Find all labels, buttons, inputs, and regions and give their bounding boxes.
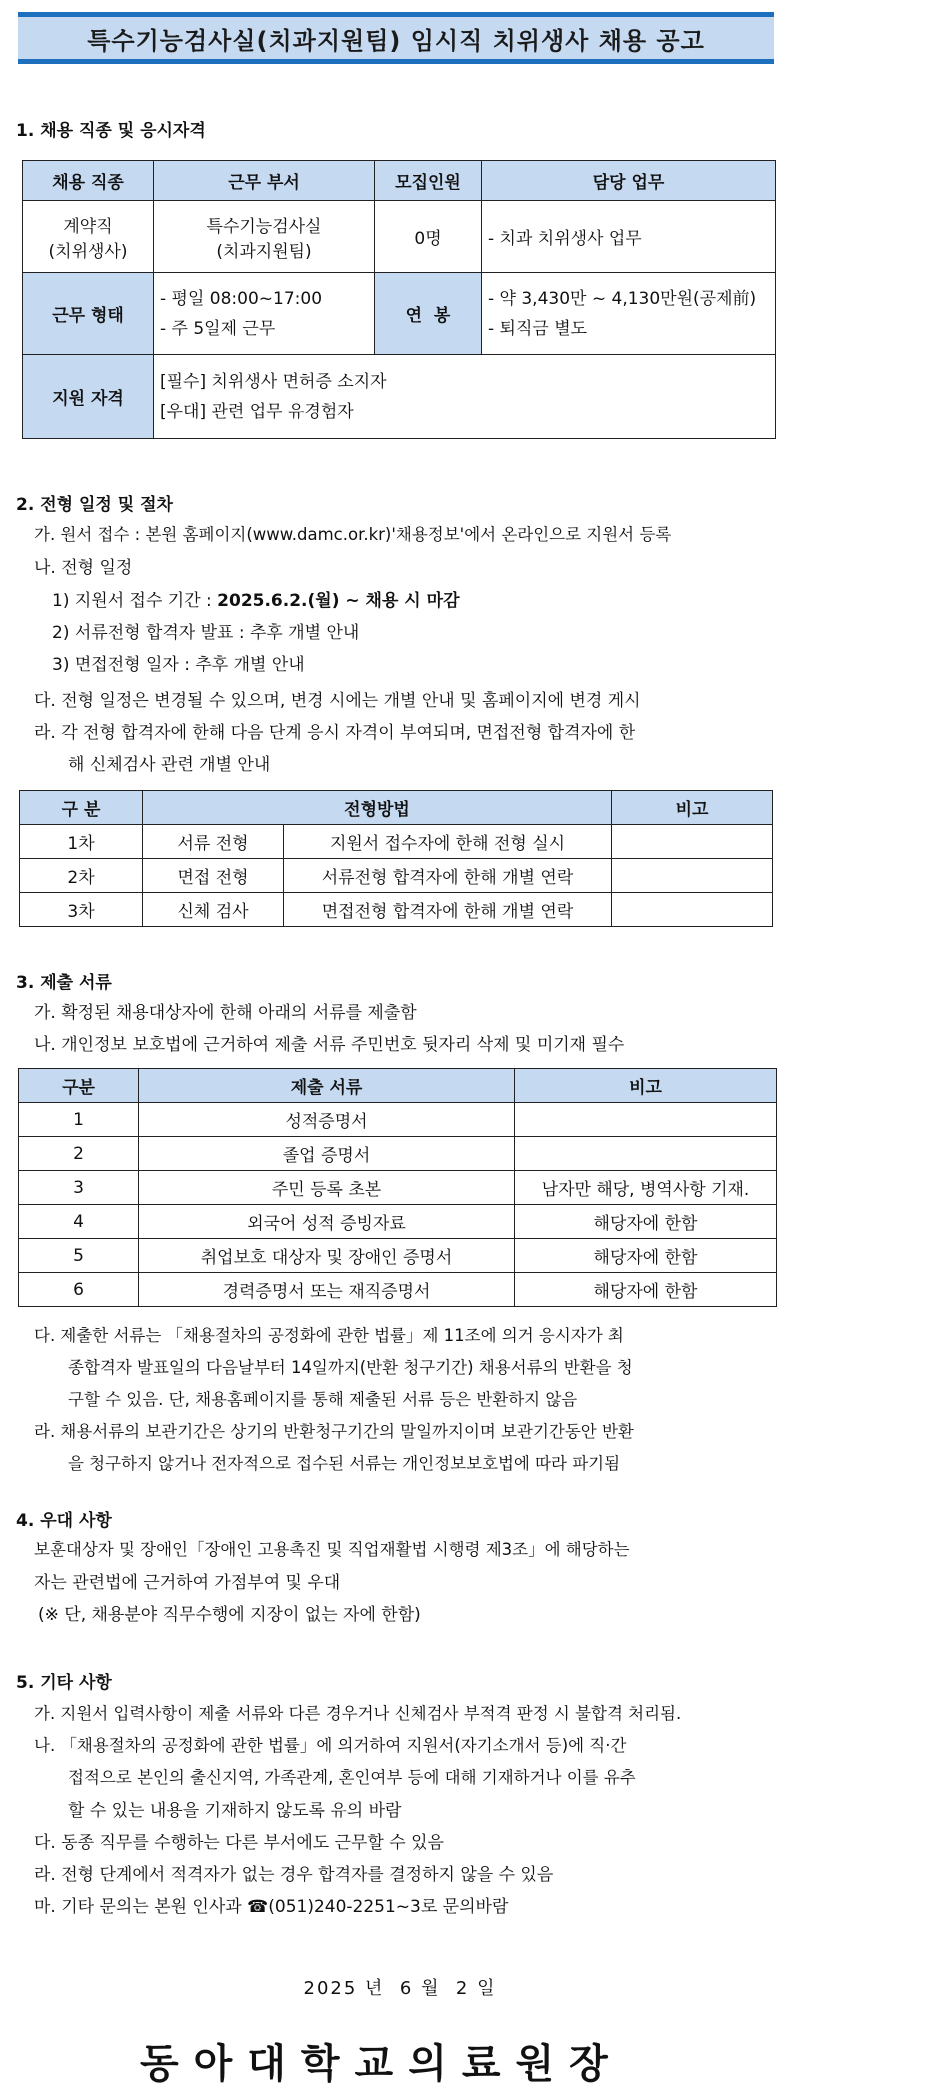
cell-work-type: - 평일 08:00~17:00 - 주 5일제 근무 bbox=[154, 273, 375, 355]
s5-da: 다. 동종 직무를 수행하는 다른 부서에도 근무할 수 있음 bbox=[34, 1833, 444, 1853]
recruitment-table bbox=[22, 160, 776, 439]
section-4-heading: 4. 우대 사항 bbox=[16, 1511, 112, 1531]
title-banner bbox=[18, 12, 774, 64]
header-no: 구분 bbox=[19, 1069, 139, 1103]
selection-process-table bbox=[19, 790, 773, 927]
s3-ra-l1: 라. 채용서류의 보관기간은 상기의 반환청구기간의 말일까지이며 보관기간동안 반환 bbox=[34, 1422, 634, 1441]
s5-na-l2: 접적으로 본인의 출신지역, 가족관계, 혼인여부 등에 대해 기재하거나 이를 유추 bbox=[68, 1768, 636, 1787]
cell-qualification: [필수] 치위생사 면허증 소지자 [우대] 관련 업무 유경험자 bbox=[154, 355, 776, 439]
s2-ga: 가. 원서 접수 : 본원 홈페이지(www.damc.or.kr)'채용정보'에서 온라인으로 지원서 등록 bbox=[34, 525, 672, 544]
header-doc-note: 비고 bbox=[515, 1069, 777, 1103]
header-note: 비고 bbox=[612, 791, 773, 825]
section-1-heading: 1. 채용 직종 및 응시자격 bbox=[16, 121, 206, 141]
label-qualification: 지원 자격 bbox=[23, 355, 154, 439]
s2-n2: 2) 서류전형 합격자 발표 : 추후 개별 안내 bbox=[52, 623, 360, 643]
label-work-type: 근무 형태 bbox=[23, 273, 154, 355]
s3-da-l3: 구할 수 있음. 단, 채용홈페이지를 통해 제출된 서류 등은 반환하지 않음 bbox=[68, 1390, 578, 1409]
s4-l1: 보훈대상자 및 장애인「장애인 고용촉진 및 직업재활법 시행령 제3조」에 해당하는 bbox=[34, 1540, 630, 1559]
header-count: 모집인원 bbox=[375, 161, 482, 201]
s3-ra-l2: 을 청구하지 않거나 전자적으로 접수된 서류는 개인정보보호법에 따라 파기됨 bbox=[68, 1454, 621, 1473]
s2-da: 다. 전형 일정은 변경될 수 있으며, 변경 시에는 개별 안내 및 홈페이지에 변경 게시 bbox=[34, 691, 641, 711]
s4-l2: 자는 관련법에 근거하여 가점부여 및 우대 bbox=[34, 1573, 341, 1593]
s4-l3: (※ 단, 채용분야 직무수행에 지장이 없는 자에 한함) bbox=[38, 1605, 421, 1625]
documents-table bbox=[18, 1068, 777, 1307]
s3-na: 나. 개인정보 보호법에 근거하여 제출 서류 주민번호 뒷자리 삭제 및 미기재 필수 bbox=[34, 1035, 625, 1055]
s5-ga: 가. 지원서 입력사항이 제출 서류와 다른 경우거나 신체검사 부적격 판정 시 불합격 처리됨. bbox=[34, 1704, 682, 1723]
s2-n1: 1) 지원서 접수 기간 : 2025.6.2.(월) ~ 채용 시 마감 bbox=[52, 591, 460, 611]
s2-n3: 3) 면접전형 일자 : 추후 개별 안내 bbox=[52, 655, 305, 675]
s5-na-l1: 나. 「채용절차의 공정화에 관한 법률」에 의거하여 지원서(자기소개서 등)에 직·간 bbox=[34, 1736, 627, 1755]
s5-ma: 마. 기타 문의는 본원 인사과 ☎(051)240-2251~3로 문의바람 bbox=[34, 1897, 509, 1917]
page-title: 특수기능검사실(치과지원팀) 임시직 치위생사 채용 공고 bbox=[87, 26, 705, 55]
table-row: 1 성적증명서 bbox=[19, 1103, 777, 1137]
header-job-type: 채용 직종 bbox=[23, 161, 154, 201]
section-5-heading: 5. 기타 사항 bbox=[16, 1673, 112, 1693]
cell-job-type: 계약직 (치위생사) bbox=[23, 201, 154, 273]
table-row: 1차 서류 전형 지원서 접수자에 한해 전형 실시 bbox=[20, 825, 773, 859]
s3-da-l2: 종합격자 발표일의 다음날부터 14일까지(반환 청구기간) 채용서류의 반환을 청 bbox=[68, 1358, 633, 1377]
label-salary: 연 봉 bbox=[375, 273, 482, 355]
s2-ra-l1: 라. 각 전형 합격자에 한해 다음 단계 응시 자격이 부여되며, 면접전형 합격자에 한 bbox=[34, 723, 636, 743]
cell-count: 0명 bbox=[375, 201, 482, 273]
s5-na-l3: 할 수 있는 내용을 기재하지 않도록 유의 바람 bbox=[68, 1801, 402, 1821]
table-row: 3차 신체 검사 면접전형 합격자에 한해 개별 연락 bbox=[20, 893, 773, 927]
s5-ra: 라. 전형 단계에서 적격자가 없는 경우 합격자를 결정하지 않을 수 있음 bbox=[34, 1865, 554, 1885]
cell-dept: 특수기능검사실 (치과지원팀) bbox=[154, 201, 375, 273]
notice-date: 2025 년 6 월 2 일 bbox=[303, 1978, 497, 1999]
header-dept: 근무 부서 bbox=[154, 161, 375, 201]
header-duty: 담당 업무 bbox=[482, 161, 776, 201]
table-row: 4 외국어 성적 증빙자료 해당자에 한함 bbox=[19, 1205, 777, 1239]
s2-ra-l2: 해 신체검사 관련 개별 안내 bbox=[68, 755, 271, 775]
s2-na: 나. 전형 일정 bbox=[34, 558, 133, 578]
header-stage: 구 분 bbox=[20, 791, 143, 825]
table-row: 2차 면접 전형 서류전형 합격자에 한해 개별 연락 bbox=[20, 859, 773, 893]
cell-salary: - 약 3,430만 ~ 4,130만원(공제前) - 퇴직금 별도 bbox=[482, 273, 776, 355]
s3-ga: 가. 확정된 채용대상자에 한해 아래의 서류를 제출함 bbox=[34, 1003, 417, 1023]
table-row: 6 경력증명서 또는 재직증명서 해당자에 한함 bbox=[19, 1273, 777, 1307]
cell-duty: - 치과 치위생사 업무 bbox=[482, 201, 776, 273]
table-row: 2 졸업 증명서 bbox=[19, 1137, 777, 1171]
section-3-heading: 3. 제출 서류 bbox=[16, 973, 112, 993]
header-method: 전형방법 bbox=[143, 791, 612, 825]
s3-da-l1: 다. 제출한 서류는 「채용절차의 공정화에 관한 법률」제 11조에 의거 응시자가 최 bbox=[34, 1326, 624, 1345]
table-row: 5 취업보호 대상자 및 장애인 증명서 해당자에 한함 bbox=[19, 1239, 777, 1273]
section-2-heading: 2. 전형 일정 및 절차 bbox=[16, 495, 173, 515]
header-doc: 제출 서류 bbox=[139, 1069, 515, 1103]
table-row: 3 주민 등록 초본 남자만 해당, 병역사항 기재. bbox=[19, 1171, 777, 1205]
issuer-signature: 동아대학교의료원장 bbox=[140, 2040, 623, 2087]
